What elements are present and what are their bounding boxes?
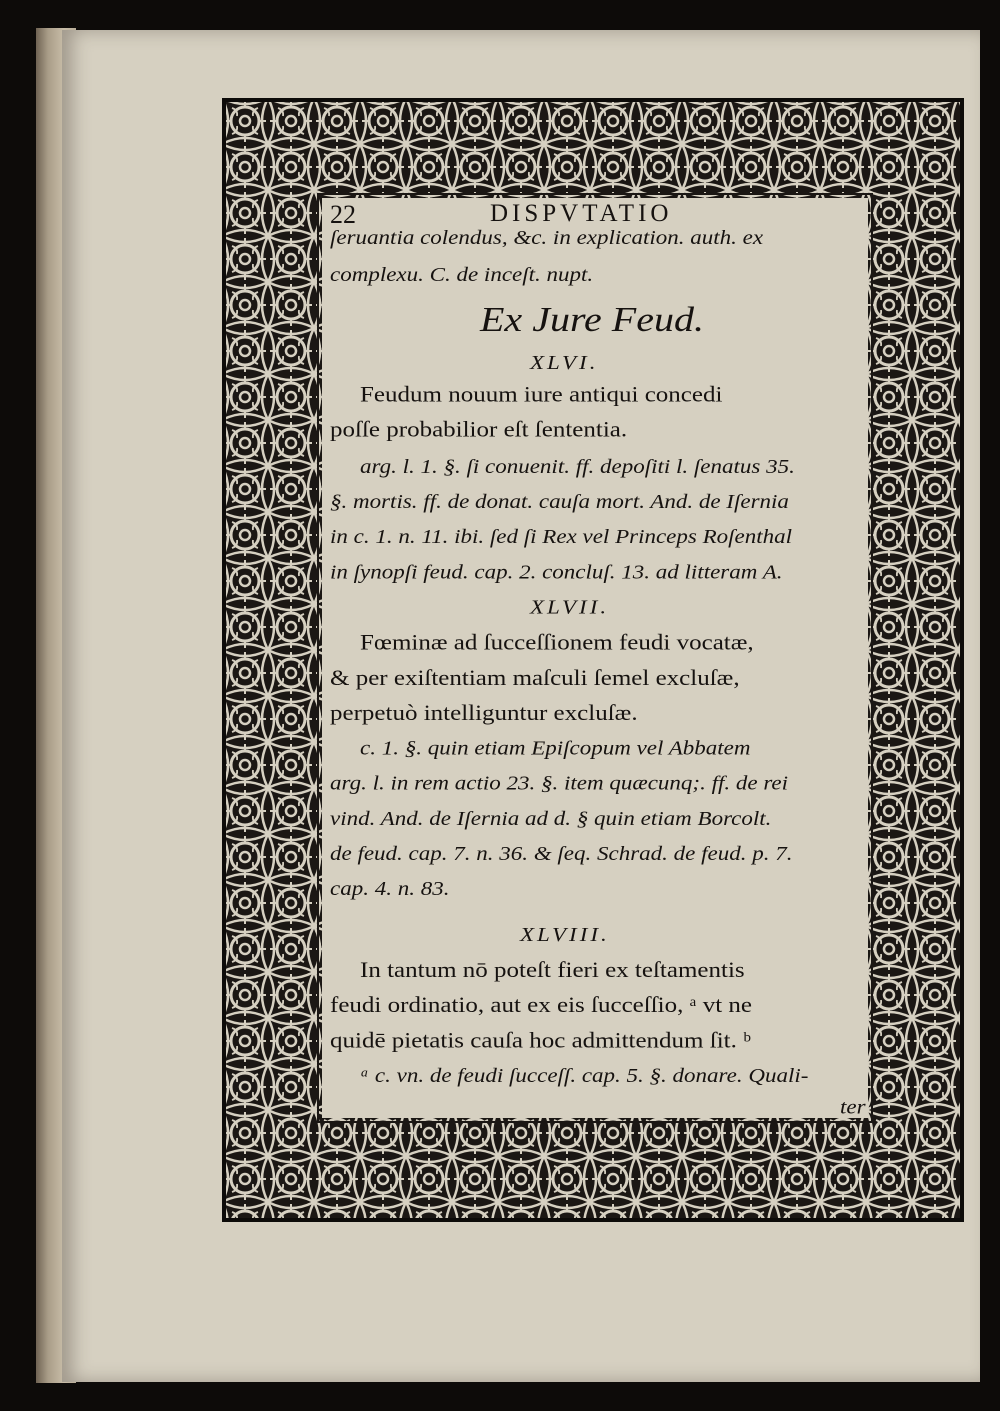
text-line: ter <box>840 1095 866 1118</box>
text-line: vind. And. de Iſernia ad d. § quin etiam Borcolt. <box>330 807 772 830</box>
section-numeral: XLVII. <box>530 596 610 618</box>
ornamental-border-frame <box>222 98 964 1222</box>
text-line: poſſe probabilior eſt ſententia. <box>330 418 628 442</box>
text-line: §. mortis. ff. de donat. cauſa mort. And. de Iſernia <box>330 490 789 513</box>
section-numeral: XLVIII. <box>520 923 610 946</box>
text-line: feudi ordinatio, aut ex eis ſucceſſio, ᵃ vt ne <box>330 993 752 1018</box>
page-number: 22 <box>330 200 356 229</box>
text-line: Fœminæ ad ſucceſſionem feudi vocatæ, <box>360 631 754 655</box>
text-line: In tantum nō poteſt fieri ex teſtamentis <box>360 958 745 983</box>
text-line: de feud. cap. 7. n. 36. & ſeq. Schrad. de feud. p. 7. <box>330 842 793 865</box>
running-title: DISPVTATIO <box>490 200 673 227</box>
text-line: complexu. C. de inceſt. nupt. <box>330 263 594 286</box>
text-line: in c. 1. n. 11. ibi. ſed ſi Rex vel Princeps Roſenthal <box>330 525 793 548</box>
section-numeral: XLVI. <box>530 351 599 374</box>
text-line: arg. l. 1. §. ſi conuenit. ff. depoſiti l. ſenatus 35. <box>360 455 795 478</box>
text-line: & per exiſtentiam maſculi ſemel excluſæ, <box>330 666 740 691</box>
text-line: arg. l. in rem actio 23. §. item quæcunq;. ff. de rei <box>330 772 789 794</box>
text-line: Feudum nouum iure antiqui concedi <box>360 383 723 407</box>
page-text-area <box>330 200 866 1120</box>
text-line: in ſynopſi feud. cap. 2. concluſ. 13. ad litteram A. <box>330 560 783 583</box>
text-line: ᵃ c. vn. de feudi ſucceſſ. cap. 5. §. donare. Quali- <box>360 1064 809 1087</box>
text-line: quidē pietatis cauſa hoc admittendum ſit. ᵇ <box>330 1028 751 1053</box>
text-line: perpetuò intelliguntur excluſæ. <box>330 701 638 726</box>
text-line: ſeruantia colendus, &c. in explication. auth. ex <box>330 226 764 249</box>
text-line: cap. 4. n. 83. <box>330 877 450 900</box>
text-line: c. 1. §. quin etiam Epiſcopum vel Abbatem <box>360 736 751 759</box>
section-heading: Ex Jure Feud. <box>480 299 704 340</box>
